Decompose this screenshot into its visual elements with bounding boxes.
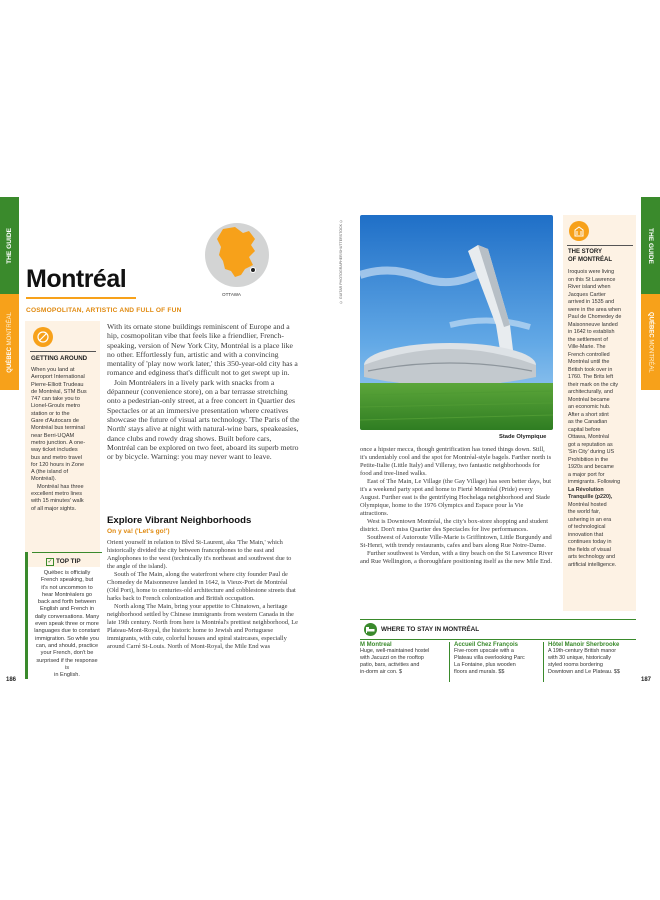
- page-title: Montréal: [26, 265, 127, 293]
- right-tab-region: QUÉBEC MONTRÉAL: [641, 294, 660, 390]
- hotel-card: Hôtel Manoir Sherbrooke A 19th-century British manor with 30 unique, historically styled rooms bordering Downtown and Le Plateau. $$: [548, 642, 636, 676]
- no-car-icon: [33, 327, 53, 347]
- story-sidebar: [563, 215, 636, 611]
- top-tip-heading: TOP TIP: [56, 558, 81, 565]
- getting-around-sidebar: [25, 321, 100, 567]
- title-underline: [26, 297, 136, 299]
- map-pin-icon: [250, 267, 256, 273]
- left-tab-guide: THE GUIDE: [0, 197, 19, 294]
- section-paragraph: South of The Main, along the waterfront where city founder Paul de Chomedey de Maisonneuve landed in 1642, is Vieux-Port de Montréal (Old Port), home to centuries-old architecture and cobblestone streets that harks back to French colonization and British occupation.: [107, 571, 296, 602]
- left-tab-region: QUÉBEC MONTRÉAL: [0, 294, 19, 390]
- section-paragraph: North along The Main, bring your appetite to Chinatown, a heritage neighborhood settled by Chinese immigrants from western Canada in the late 19th century. North from here is Montréal's prettiest neighborhood, Le Plateau-Mont-Royal, the historic home to Jewish and Portuguese immigrants, with cute, colorful houses and spiral staircases, especially around Carré St-Louis. North of Mont-Royal, the Mile End was: [107, 603, 298, 650]
- body-paragraph: Further southwest is Verdun, with a tiny beach on the St Lawrence River and Rue Wellington, a thoroughfare positioning itself as the new Mile End.: [360, 550, 553, 565]
- where-to-stay-top-rule: [360, 619, 636, 620]
- intro-paragraph: Join Montréalers in a lively park with snacks from a dépanneur (convenience store), on a bar terrasse stretching onto a pedestrian-only street, at a free concert in Quartier des Spectacles or at an immersive presentation where creatives showcase the future of visual arts technology. 'The Paris of the North' stays alive at night with natural-wine bars, speakeasies, dance clubs and rowdy drag shows. Built before cars, Montréal can be explored on two feet, aboard its superb metro or by bicycle. Warning: you may never want to leave.: [107, 377, 300, 462]
- body-paragraph: Southwest of Autoroute Ville-Marie is Griffintown, Little Burgundy and St-Henri, with trendy restaurants, cafes and bars along Rue Notre-Dame.: [360, 534, 552, 549]
- body-paragraph: East of The Main, Le Village (the Gay Village) has seen better days, but it's a weekend party spot and home to Fierté Montréal (Pride) every August. Further east is the gentrifying Hochelaga neighborhood and Stade Olympique, home to the 1976 Olympics and Espace pour la Vie attractions.: [360, 478, 551, 517]
- hotel-name: Hôtel Manoir Sherbrooke: [548, 642, 620, 648]
- bed-icon: [364, 623, 377, 636]
- body-paragraph: once a hipster mecca, though gentrification has toned things down. Still, it's undeniably cool and the spot for Montréal-style bagels. Farther north is Petite-Italie (Little Italy) and Villeray, two fantastic neighborhoods for food and tree-lined walks.: [360, 446, 552, 477]
- quebec-map: [205, 223, 269, 287]
- left-page: [0, 197, 327, 689]
- getting-around-heading: GETTING AROUND: [31, 355, 88, 362]
- where-to-stay-heading: WHERE TO STAY IN MONTRÉAL: [381, 626, 480, 633]
- story-heading: THE STORY OF MONTRÉAL: [568, 249, 612, 263]
- body-paragraph: West is Downtown Montréal, the city's box-store shopping and student district. Don't miss Quartier des Spectacles for live performances.: [360, 518, 548, 533]
- hotel-card: Accueil Chez François Five-room upscale with a Plateau villa overlooking Parc La Fontaine, plus wooden floors and murals. $$: [454, 642, 540, 676]
- section-paragraph: Orient yourself in relation to Blvd St-Laurent, aka 'The Main,' which historically divided the city between francophones to the east and Anglophones to the west (technically it's northeast and southwest due to the angle of the island).: [107, 539, 292, 570]
- photo-caption: Stade Olympique: [499, 434, 547, 440]
- photo-credit: © GUITAR PHOTOGRAPHER/SHUTTERSTOCK ©: [339, 219, 343, 305]
- map-label: OTTAWA: [222, 292, 241, 297]
- where-to-stay: [360, 619, 636, 685]
- where-to-stay-mid-rule: [360, 639, 636, 640]
- stadium-photo: [360, 215, 553, 430]
- hotel-divider: [449, 642, 450, 682]
- story-text: Iroquois were living on this St Lawrence River island when Jacques Cartier arrived in 1535 and were in the area when Paul de Chomedey de Maisonneuve landed in 1642 to establish the settlement of Ville-Marie. The French controlled Montréal until the British took over in 1760. The Brits left their mark on the city architecturally, and Montréal became an economic hub. After a short stint as the Canadian capital before Ottawa, Montréal got a reputation as 'Sin City' during US Prohibition in the 1920s and became a major port for immigrants. Following La Révolution Tranquille (p220), Montréal hosted the world fair, ushering in an era of technological innovation that continues today in the fields of visual arts technology and artificial intelligence.: [568, 269, 622, 568]
- hotel-divider: [543, 642, 544, 682]
- top-tip-box: [25, 552, 103, 679]
- page-number: 187: [641, 677, 652, 683]
- page-number: 186: [6, 677, 17, 683]
- subtitle: COSMOPOLITAN, ARTISTIC AND FULL OF FUN: [26, 307, 182, 314]
- checkbox-icon: ✓: [47, 559, 53, 565]
- building-icon: [569, 221, 589, 241]
- hotel-card: M Montreal Huge, well-maintained hostel with Jacuzzi on the rooftop patio, bars, activities and in-dorm air con. $: [360, 642, 446, 676]
- story-rule: [567, 245, 633, 246]
- section-subheading: On y va! ('Let's go!'): [107, 528, 170, 535]
- right-tab-guide: THE GUIDE: [641, 197, 660, 294]
- sidebar-rule: [30, 351, 96, 352]
- right-body-text: [360, 446, 553, 566]
- right-page: [333, 197, 660, 689]
- getting-around-text: When you land at Aeroport International Pierre-Elliott Trudeau de Montréal, STM Bus 747 can take you to Lionel-Groulx metro station or to the Gare d'Autocars de Montréal bus terminal near Berri-UQAM metro junction. A one- way ticket includes bus and metro travel for 120 hours in Zone A (the island of Montréal). Montréal has three excellent metro lines with 15 minutes' walk of all major sights.: [31, 367, 87, 512]
- top-tip-text: Québec is officially French speaking, but it's not uncommon to hear Montréalers go back and forth between English and French in daily conversations. Many even speak three or more languages due to constant immigration. So while you can, and should, practice your French, don't be surprised if the response is in English.: [34, 570, 100, 679]
- hotel-name: M Montreal: [360, 642, 392, 648]
- section-heading: Explore Vibrant Neighborhoods: [107, 515, 252, 526]
- section-text: [107, 539, 300, 651]
- hotel-name: Accueil Chez François: [454, 642, 519, 648]
- intro-text: [107, 322, 300, 461]
- intro-paragraph: With its ornate stone buildings reminiscent of Europe and a hip, cosmopolitan vibe that feels like a friendlier, French-speaking, version of New York City, Montréal is a place like no other. Effortlessly fun, artistic and with a convincing mentality of 'play now work later,' this 350-year-old city has a romance and edginess that's difficult not to get swept up in.: [107, 322, 298, 378]
- top-tip-rule: [32, 552, 102, 553]
